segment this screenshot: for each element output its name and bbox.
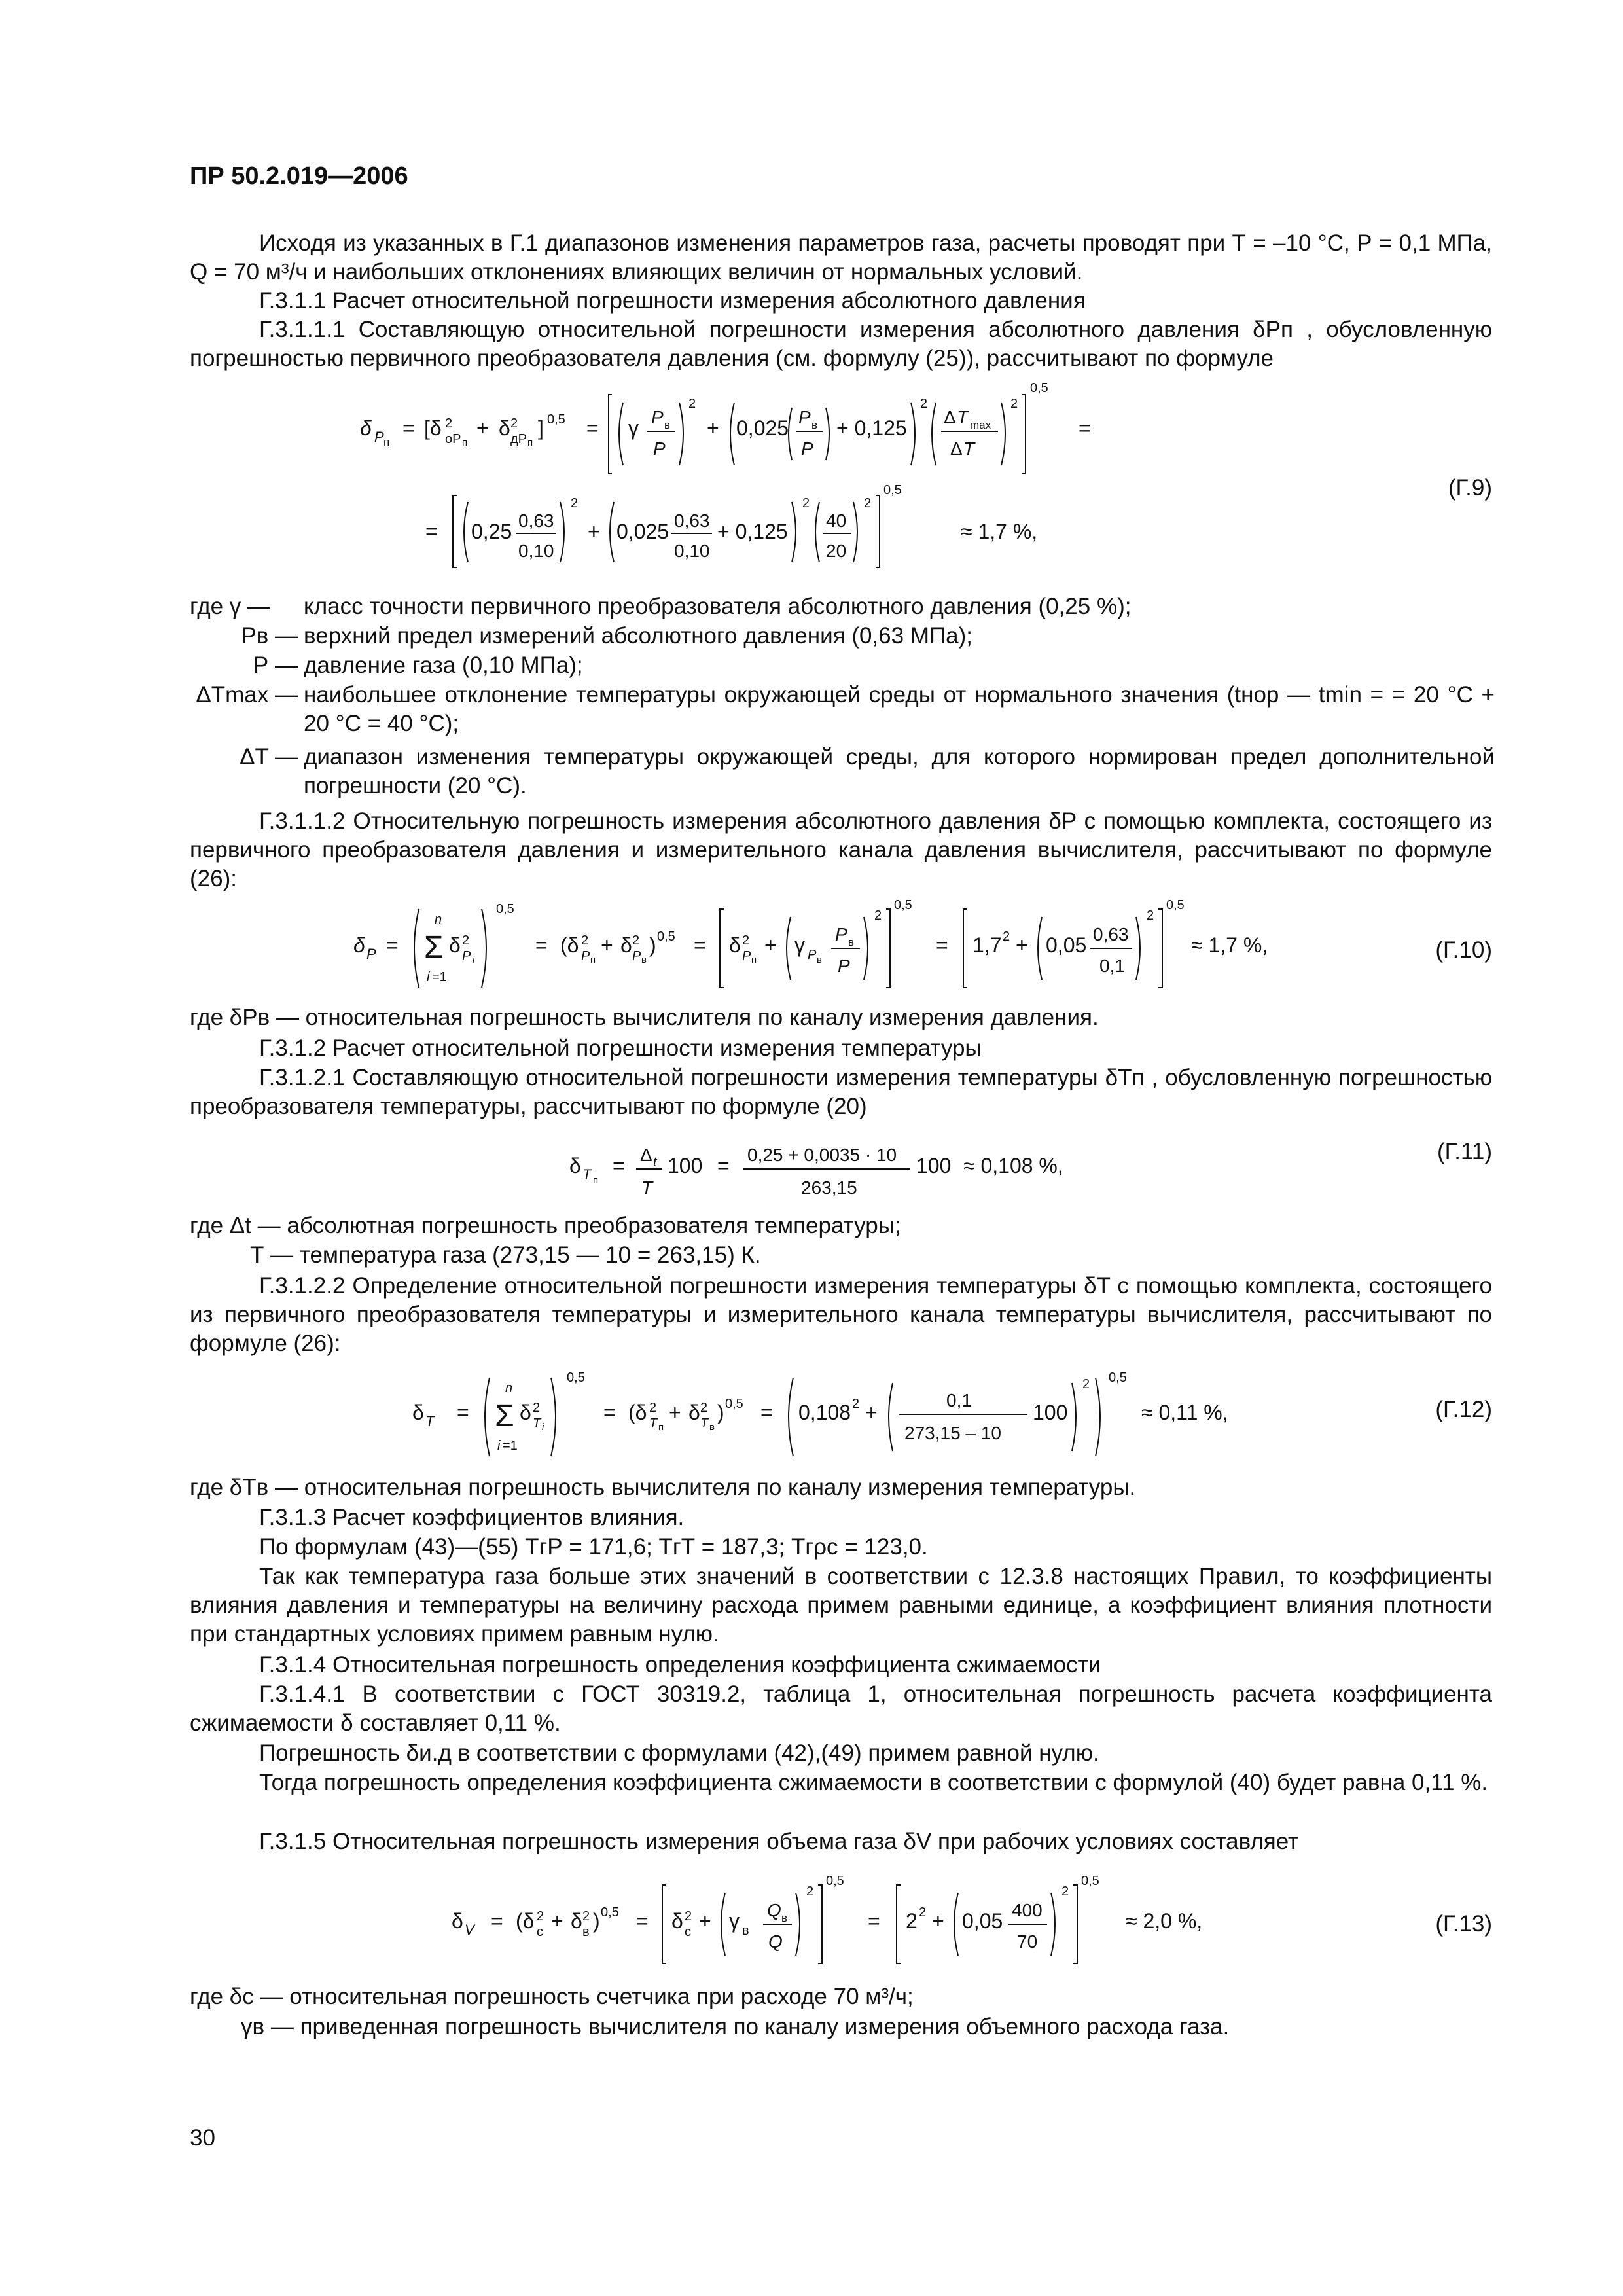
svg-text:δ: δ [729, 933, 741, 957]
svg-text:2: 2 [688, 397, 696, 411]
where-symbol: ΔT — [240, 744, 298, 770]
section-heading: Г.3.1.3 Расчет коэффициентов влияния. [259, 1505, 685, 1530]
svg-text:в: в [641, 954, 647, 965]
svg-text:1,7: 1,7 [972, 933, 1002, 957]
svg-text:40: 40 [826, 511, 847, 531]
svg-text:δ: δ [688, 1401, 700, 1424]
svg-text:2: 2 [582, 1909, 590, 1924]
where-g11-b: Т — температура газа (273,15 — 10 = 263,15) К. [250, 1242, 761, 1268]
svg-text:=: = [603, 1401, 616, 1424]
svg-text:=: = [868, 1909, 880, 1933]
svg-text:δ: δ [620, 933, 632, 957]
formula-g12-svg [412, 1365, 1296, 1469]
svg-text:=: = [586, 416, 599, 440]
svg-text:]: ] [538, 416, 544, 440]
svg-text:δ: δ [569, 1154, 581, 1177]
formula-g13-svg [445, 1872, 1263, 1977]
svg-text:100: 100 [668, 1154, 703, 1177]
svg-text:P: P [581, 949, 590, 963]
document-header: ПР 50.2.019—2006 [190, 162, 408, 190]
svg-text:0,5: 0,5 [496, 902, 514, 916]
svg-text:(δ: (δ [560, 933, 579, 957]
section-line: По формулам (43)—(55) ТгР = 171,6; ТгТ = 187,3; Тгρс = 123,0. [259, 1534, 928, 1560]
svg-text:=: = [1079, 416, 1091, 440]
where-g13-a: где δс — относительная погрешность счетчика при расходе 70 м³/ч; [190, 1984, 914, 2009]
where-g13-b: γв — приведенная погрешность вычислителя по каналу измерения объемного расхода газа. [241, 2014, 1230, 2039]
section-line: Погрешность δи.д в соответствии с формулами (42),(49) примем равной нулю. [259, 1740, 1099, 1766]
svg-text:): ) [717, 1401, 724, 1424]
svg-text:i: i [542, 1422, 544, 1433]
svg-text:δ: δ [452, 1909, 463, 1933]
svg-text:P: P [798, 407, 811, 427]
formula-g13-result: ≈ 2,0 %, [1126, 1909, 1203, 1933]
svg-text:P: P [838, 956, 850, 976]
svg-text:2: 2 [462, 933, 470, 948]
svg-text:0,5: 0,5 [894, 898, 912, 912]
equation-label: (Г.9) [1448, 475, 1492, 501]
svg-text:δ: δ [449, 933, 461, 957]
svg-text:0,025: 0,025 [616, 520, 669, 543]
svg-text:2: 2 [700, 1401, 708, 1415]
svg-text:дP: дP [510, 432, 527, 446]
svg-text:P: P [632, 949, 641, 963]
svg-text:δ: δ [571, 1909, 582, 1933]
svg-text:400: 400 [1012, 1900, 1043, 1920]
svg-text:0,1: 0,1 [946, 1390, 972, 1410]
svg-text:=: = [694, 933, 706, 957]
svg-text:=: = [936, 933, 948, 957]
svg-text:δ: δ [520, 1401, 531, 1424]
svg-text:2: 2 [852, 1397, 860, 1411]
svg-text:T: T [533, 1416, 541, 1431]
equation-label: (Г.12) [1435, 1397, 1492, 1422]
section-paragraph: Г.3.1.4.1 В соответствии с ГОСТ 30319.2, таблица 1, относительная погрешность расчета коэффициента сжимаемости δ составляет 0,11 %. [190, 1681, 1492, 1736]
svg-text:δ: δ [671, 1909, 683, 1933]
svg-text:=: = [636, 1909, 649, 1933]
svg-text:0,5: 0,5 [883, 483, 902, 497]
svg-text:п: п [462, 437, 468, 448]
svg-text:100: 100 [1033, 1401, 1068, 1424]
equation-label: (Г.10) [1435, 937, 1492, 963]
svg-text:i: i [427, 970, 430, 984]
where-g10: где δPв — относительная погрешность вычислителя по каналу измерения давления. [190, 1005, 1099, 1030]
page-number: 30 [190, 2125, 215, 2151]
svg-text:0,05: 0,05 [962, 1909, 1003, 1933]
svg-text:0,108: 0,108 [798, 1401, 851, 1424]
svg-text:2: 2 [802, 496, 810, 511]
svg-text:20: 20 [826, 541, 847, 561]
svg-text:Q: Q [767, 1900, 781, 1920]
svg-text:+: + [588, 520, 600, 543]
svg-text:Σ: Σ [495, 1399, 514, 1433]
svg-text:Q: Q [768, 1931, 783, 1952]
svg-text:+: + [764, 933, 777, 957]
svg-text:[δ: [δ [424, 416, 442, 440]
svg-text:+: + [476, 416, 489, 440]
intro-paragraph: Исходя из указанных в Г.1 диапазонов изменения параметров газа, расчеты проводят при Т = –10 °С, Р = 0,1 МПа, Q = 70 м³/ч и наибольших отклонениях влияющих величин от нормальных условий. [190, 230, 1492, 285]
svg-text:P: P [374, 429, 384, 445]
where-text: наибольшее отклонение температуры окружающей среды от нормального значения (tнор — tmin = = 20 °С + 20 °С = 40 °С); [304, 682, 1495, 736]
svg-text:0,025: 0,025 [736, 416, 789, 440]
svg-text:P: P [366, 946, 376, 962]
svg-text:2: 2 [1147, 908, 1154, 923]
svg-text:2: 2 [581, 933, 589, 948]
svg-text:+ 0,125: + 0,125 [836, 416, 907, 440]
svg-text:0,5: 0,5 [547, 412, 565, 427]
section-paragraph: Г.3.1.2.1 Составляющую относительной погрешности измерения температуры δTп , обусловленную погрешностью преобразователя температуры, рассчитывают по формуле (20) [190, 1065, 1492, 1119]
formula-g12 [412, 1365, 1296, 1469]
svg-text:+ 0,125: + 0,125 [717, 520, 788, 543]
svg-text:100: 100 [916, 1154, 952, 1177]
svg-text:2: 2 [510, 416, 518, 431]
svg-text:2: 2 [864, 496, 872, 511]
svg-text:+: + [551, 1909, 563, 1933]
svg-text:2: 2 [919, 1905, 927, 1920]
svg-text:2: 2 [445, 416, 453, 431]
svg-text:0,5: 0,5 [1030, 381, 1048, 395]
svg-text:0,25: 0,25 [471, 520, 512, 543]
svg-text:): ) [593, 1909, 600, 1933]
svg-text:в: в [781, 1912, 788, 1924]
svg-text:+: + [932, 1909, 944, 1933]
svg-text:+: + [669, 1401, 681, 1424]
section-paragraph: Г.3.1.1.2 Относительную погрешность измерения абсолютного давления δP с помощью комплекта, состоящего из первичного преобразователя давления и измерительного канала давления вычислителя, рассчитывают по формуле (26): [190, 808, 1492, 891]
formula-g10 [353, 893, 1302, 998]
where-symbol: ΔTmax — [196, 682, 298, 708]
svg-text:i: i [497, 1439, 501, 1453]
svg-text:+: + [865, 1401, 878, 1424]
svg-text:0,5: 0,5 [1081, 1874, 1099, 1888]
svg-text:2: 2 [1010, 397, 1018, 411]
where-text: класс точности первичного преобразователя абсолютного давления (0,25 %); [304, 594, 1132, 619]
svg-text:п: п [751, 954, 757, 965]
svg-text:2: 2 [874, 908, 882, 923]
svg-text:P: P [742, 949, 751, 963]
svg-text:T: T [582, 1166, 592, 1183]
svg-text:): ) [649, 933, 656, 957]
svg-text:0,5: 0,5 [657, 929, 675, 944]
svg-text:273,15 – 10: 273,15 – 10 [904, 1423, 1001, 1443]
svg-text:2: 2 [533, 1401, 541, 1415]
svg-text:Δ: Δ [944, 407, 956, 427]
where-text: верхний предел измерений абсолютного давления (0,63 МПа); [304, 623, 972, 649]
svg-text:Δ: Δ [950, 439, 963, 459]
svg-text:0,63: 0,63 [518, 511, 554, 531]
svg-text:70: 70 [1017, 1931, 1038, 1952]
svg-text:P: P [801, 439, 813, 459]
svg-text:0,5: 0,5 [1109, 1371, 1127, 1385]
svg-text:0,5: 0,5 [1166, 898, 1185, 912]
svg-text:Δ: Δ [640, 1145, 652, 1165]
svg-text:0,5: 0,5 [601, 1905, 619, 1920]
svg-text:2: 2 [1061, 1884, 1069, 1899]
svg-text:P: P [653, 439, 666, 459]
svg-text:2: 2 [1082, 1377, 1090, 1391]
svg-text:0,1: 0,1 [1099, 956, 1125, 976]
where-symbol: где γ — [190, 594, 271, 619]
where-symbol: Р — [253, 653, 298, 678]
svg-text:0,10: 0,10 [518, 541, 554, 561]
svg-text:T: T [649, 1416, 658, 1431]
svg-text:0,63: 0,63 [1093, 924, 1129, 944]
formula-g13 [445, 1872, 1263, 1977]
formula-g11-result: ≈ 0,108 %, [963, 1154, 1063, 1177]
svg-text:в: в [742, 1924, 749, 1938]
svg-text:δ: δ [412, 1401, 424, 1424]
svg-text:2: 2 [571, 496, 579, 511]
where-text: давление газа (0,10 МПа); [304, 653, 583, 678]
section-heading: Г.3.1.2 Расчет относительной погрешности измерения температуры [259, 1035, 982, 1061]
svg-text:п: п [658, 1422, 664, 1433]
svg-text:=1: =1 [432, 970, 447, 984]
svg-text:(δ: (δ [628, 1401, 647, 1424]
formula-g9 [353, 376, 1171, 573]
svg-text:0,05: 0,05 [1046, 933, 1087, 957]
section-paragraph: Г.3.1.1.1 Составляющую относительной погрешности измерения абсолютного давления δPп , обусловленную погрешностью первичного преобразователя давления (см. формулу (25)), рассчитывают по формуле [190, 317, 1492, 371]
svg-text:=: = [402, 416, 415, 440]
svg-text:n: n [505, 1381, 513, 1395]
svg-text:0,63: 0,63 [674, 511, 710, 531]
svg-text:=1: =1 [503, 1439, 518, 1453]
svg-text:в: в [582, 1925, 590, 1939]
svg-text:=: = [535, 933, 548, 957]
formula-g10-svg [353, 893, 1302, 998]
svg-text:+: + [707, 416, 719, 440]
equation-label: (Г.13) [1435, 1911, 1492, 1937]
svg-text:п: п [527, 437, 533, 448]
formula-g10-result: ≈ 1,7 %, [1191, 933, 1268, 957]
svg-text:=: = [613, 1154, 625, 1177]
svg-text:с: с [537, 1925, 543, 1939]
svg-text:0,5: 0,5 [567, 1371, 585, 1385]
where-g12: где δTв — относительная погрешность вычислителя по каналу измерения температуры. [190, 1475, 1136, 1500]
svg-text:2: 2 [906, 1909, 918, 1933]
section-heading: Г.3.1.4 Относительная погрешность определения коэффициента сжимаемости [259, 1652, 1101, 1677]
svg-text:0,5: 0,5 [826, 1874, 844, 1888]
svg-text:п: п [590, 954, 596, 965]
svg-text:P: P [462, 949, 471, 963]
svg-text:T: T [641, 1177, 653, 1198]
svg-text:2: 2 [632, 933, 640, 948]
svg-text:в: в [812, 419, 818, 431]
svg-text:в: в [709, 1422, 715, 1433]
svg-text:2: 2 [920, 397, 928, 411]
svg-text:T: T [700, 1416, 709, 1431]
svg-text:2: 2 [742, 933, 750, 948]
svg-text:+: + [601, 933, 613, 957]
svg-text:γ: γ [794, 933, 805, 957]
svg-text:=: = [717, 1154, 730, 1177]
svg-text:п: п [593, 1175, 599, 1186]
section-paragraph: Тогда погрешность определения коэффициента сжимаемости в соответствии с формулой (40) будет равна 0,11 %. [259, 1770, 1488, 1795]
svg-text:=: = [457, 1401, 469, 1424]
svg-text:2: 2 [685, 1909, 692, 1924]
svg-text:=: = [491, 1909, 503, 1933]
svg-text:2: 2 [649, 1401, 657, 1415]
svg-text:+: + [1016, 933, 1028, 957]
svg-text:=: = [760, 1401, 773, 1424]
svg-text:δ: δ [353, 933, 365, 957]
svg-text:max: max [970, 419, 991, 431]
where-symbol: Рв — [241, 623, 298, 649]
svg-text:0,5: 0,5 [725, 1397, 743, 1411]
section-heading: Г.3.1.1 Расчет относительной погрешности измерения абсолютного давления [259, 288, 1086, 314]
svg-text:в: в [817, 954, 822, 965]
svg-text:n: n [435, 912, 442, 927]
svg-text:P: P [808, 948, 817, 962]
svg-text:T: T [425, 1413, 435, 1429]
formula-g11-svg [563, 1126, 1152, 1211]
svg-text:P: P [651, 407, 664, 427]
svg-text:γ: γ [628, 416, 639, 440]
svg-text:=: = [386, 933, 399, 957]
where-g11-a: где Δt — абсолютная погрешность преобразователя температуры; [190, 1213, 901, 1238]
svg-text:0,10: 0,10 [674, 541, 710, 561]
equation-label: (Г.11) [1436, 1139, 1492, 1164]
svg-text:(δ: (δ [516, 1909, 535, 1933]
svg-text:в: в [664, 419, 671, 431]
svg-text:с: с [685, 1925, 691, 1939]
svg-text:T: T [957, 407, 969, 427]
svg-text:t: t [653, 1155, 657, 1170]
svg-text:263,15: 263,15 [801, 1177, 857, 1198]
formula-g9-result: ≈ 1,7 %, [961, 520, 1038, 543]
svg-text:в: в [848, 936, 855, 948]
svg-text:γ: γ [729, 1909, 740, 1933]
svg-text:V: V [465, 1922, 474, 1938]
svg-text:0,25 + 0,0035 · 10: 0,25 + 0,0035 · 10 [747, 1145, 897, 1165]
formula-g9-svg [353, 376, 1171, 573]
section-paragraph: Г.3.1.2.2 Определение относительной погрешности измерения температуры δT с помощью комплекта, состоящего из первичного преобразователя температуры и измерительного канала температуры вычислителя, рассчитывают по формуле (26): [190, 1273, 1492, 1356]
svg-text:2: 2 [537, 1909, 544, 1924]
where-text: диапазон изменения температуры окружающей среды, для которого нормирован предел дополнительной погрешности (20 °С). [304, 744, 1495, 798]
svg-text:i: i [473, 954, 475, 965]
svg-text:δ: δ [360, 416, 372, 440]
section-paragraph: Так как температура газа больше этих значений в соответствии с 12.3.8 настоящих Правил, то коэффициенты влияния давления и температуры на величину расхода примем равными единице, а коэффициент влияния плотности при стандартных условиях примем равным нулю. [190, 1564, 1492, 1647]
svg-text:δ: δ [499, 416, 510, 440]
svg-text:+: + [699, 1909, 711, 1933]
section-heading: Г.3.1.5 Относительная погрешность измерения объема газа δV при рабочих условиях составляет [259, 1829, 1299, 1854]
svg-text:Σ: Σ [424, 930, 444, 965]
svg-text:T: T [963, 439, 975, 459]
formula-g12-result: ≈ 0,11 %, [1141, 1401, 1228, 1424]
svg-text:п: п [383, 436, 390, 448]
formula-g11 [563, 1126, 1152, 1211]
svg-text:2: 2 [806, 1884, 814, 1899]
svg-text:оP: оP [445, 432, 461, 446]
svg-text:2: 2 [1003, 929, 1010, 944]
svg-text:P: P [835, 924, 847, 944]
svg-text:=: = [425, 520, 438, 543]
